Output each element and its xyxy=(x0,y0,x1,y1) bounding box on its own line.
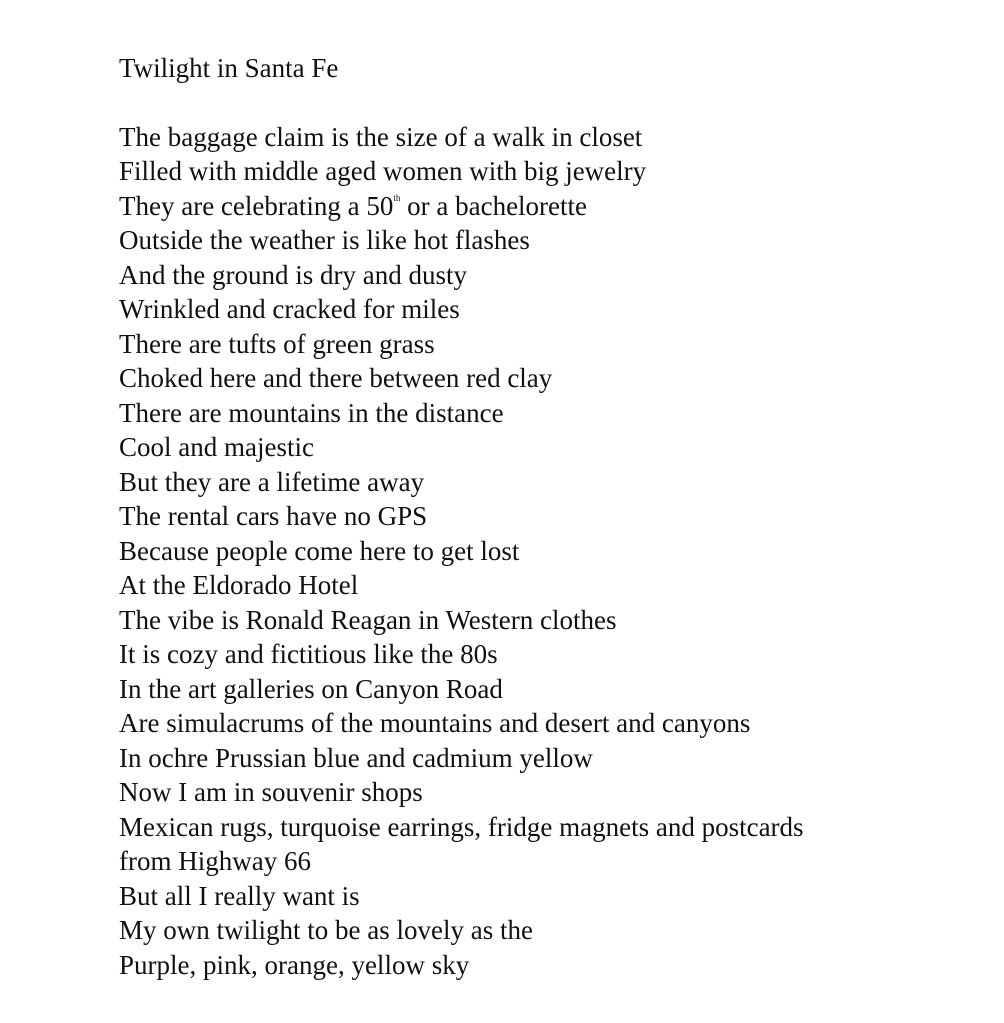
poem-line: Wrinkled and cracked for miles xyxy=(119,294,460,324)
poem-line: Choked here and there between red clay xyxy=(119,363,553,393)
poem-line: And the ground is dry and dusty xyxy=(119,259,467,290)
poem-line: Now I am in souvenir shops xyxy=(119,777,423,807)
poem-line xyxy=(119,189,979,224)
poem-line-text: or a bachelorette xyxy=(400,190,588,221)
poem-line: Outside the weather is like hot flashes xyxy=(119,225,530,255)
poem-line: There are mountains in the distance xyxy=(119,397,504,428)
poem-line: My own twilight to be as lovely as the xyxy=(119,915,533,945)
poem-line: There are tufts of green grass xyxy=(119,328,435,359)
poem-line: But all I really want is xyxy=(119,880,360,911)
poem-line: The vibe is Ronald Reagan in Western clothes xyxy=(119,604,617,635)
poem-line-text: They are celebrating a 50 xyxy=(119,190,394,221)
poem-line: from Highway 66 xyxy=(119,846,311,876)
poem-line: It is cozy and fictitious like the 80s xyxy=(119,639,498,669)
poem-line: Cool and majestic xyxy=(119,432,314,462)
poem-line: Because people come here to get lost xyxy=(119,535,520,566)
poem-line: Filled with middle aged women with big jewelry xyxy=(119,156,647,186)
poem-line: Are simulacrums of the mountains and desert and canyons xyxy=(119,708,751,738)
poem-line: But they are a lifetime away xyxy=(119,466,425,497)
poem-line: The rental cars have no GPS xyxy=(119,501,428,531)
poem-body xyxy=(119,120,979,983)
poem-title: Twilight in Santa Fe xyxy=(119,53,339,83)
stanza-gap xyxy=(119,85,979,120)
poem-line: In the art galleries on Canyon Road xyxy=(119,673,503,704)
poem-line: At the Eldorado Hotel xyxy=(119,570,359,600)
poem xyxy=(119,51,979,982)
poem-line: The baggage claim is the size of a walk in closet xyxy=(119,121,643,152)
poem-line: Mexican rugs, turquoise earrings, fridge magnets and postcards xyxy=(119,811,804,842)
poem-line: Purple, pink, orange, yellow sky xyxy=(119,949,470,980)
poem-line: In ochre Prussian blue and cadmium yellow xyxy=(119,742,593,773)
ordinal-superscript: th xyxy=(393,192,401,203)
